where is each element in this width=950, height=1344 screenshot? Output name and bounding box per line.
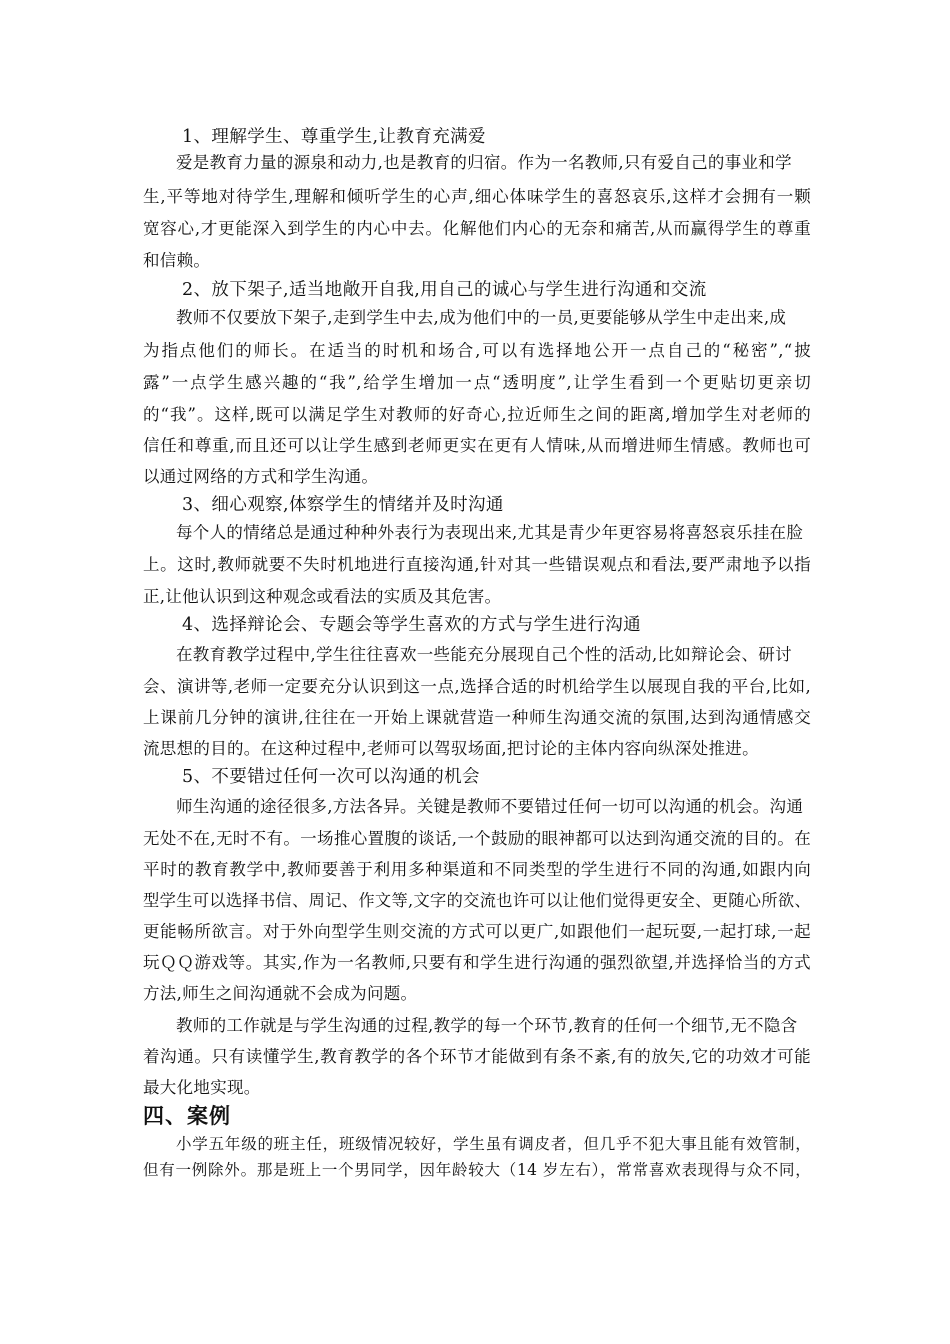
section-heading-5: 5、不要错过任何一次可以沟通的机会 — [182, 767, 480, 787]
paragraph-line: 着沟通。只有读懂学生,教育教学的各个环节才能做到有条不紊,有的放矢,它的功效才可能 — [143, 1047, 811, 1066]
case-paragraph-line: 但有一例除外。那是班上一个男同学，因年龄较大（14 岁左右），常常喜欢表现得与众不同， — [143, 1161, 811, 1179]
section-heading-2: 2、放下架子,适当地敞开自我,用自己的诚心与学生进行沟通和交流 — [182, 280, 707, 300]
section-heading-4: 4、选择辩论会、专题会等学生喜欢的方式与学生进行沟通 — [182, 615, 642, 635]
paragraph-line: 教师不仅要放下架子,走到学生中去,成为他们中的一员,更要能够从学生中走出来,成 — [176, 308, 787, 327]
paragraph-line: 生,平等地对待学生,理解和倾听学生的心声,细心体味学生的喜怒哀乐,这样才会拥有一颗 — [143, 187, 811, 206]
paragraph-line: 正,让他认识到这种观念或看法的实质及其危害。 — [143, 587, 502, 606]
paragraph-line: 信任和尊重,而且还可以让学生感到老师更实在更有人情味,从而增进师生情感。教师也可 — [143, 436, 811, 455]
paragraph-line: 露”一点学生感兴趣的“我”,给学生增加一点“透明度”,让学生看到一个更贴切更亲切 — [143, 373, 811, 392]
paragraph-line: 平时的教育教学中,教师要善于利用多种渠道和不同类型的学生进行不同的沟通,如跟内向 — [143, 860, 811, 879]
paragraph-line: 方法,师生之间沟通就不会成为问题。 — [143, 984, 418, 1003]
paragraph-line: 以通过网络的方式和学生沟通。 — [143, 467, 379, 486]
paragraph-line: 每个人的情绪总是通过种种外表行为表现出来,尤其是青少年更容易将喜怒哀乐挂在脸 — [176, 523, 804, 542]
paragraph-line: 无处不在,无时不有。一场推心置腹的谈话,一个鼓励的眼神都可以达到沟通交流的目的。在 — [143, 829, 811, 848]
paragraph-line: 更能畅所欲言。对于外向型学生则交流的方式可以更广,如跟他们一起玩耍,一起打球,一起 — [143, 922, 811, 941]
paragraph-line: 型学生可以选择书信、周记、作文等,文字的交流也许可以让他们觉得更安全、更随心所欲、 — [143, 891, 811, 910]
paragraph-line: 和信赖。 — [143, 251, 211, 270]
paragraph-line: 在教育教学过程中,学生往往喜欢一些能充分展现自己个性的活动,比如辩论会、研讨 — [176, 645, 792, 664]
section-heading-3: 3、细心观察,体察学生的情绪并及时沟通 — [182, 495, 504, 515]
paragraph-line: 宽容心,才更能深入到学生的内心中去。化解他们内心的无奈和痛苦,从而赢得学生的尊重 — [143, 219, 811, 238]
case-section-title: 四、案例 — [143, 1104, 231, 1128]
paragraph-line: 教师的工作就是与学生沟通的过程,教学的每一个环节,教育的任何一个细节,无不隐含 — [176, 1016, 798, 1035]
case-paragraph-line: 小学五年级的班主任，班级情况较好，学生虽有调皮者，但几乎不犯大事且能有效管制， — [176, 1135, 811, 1153]
paragraph-line: 流思想的目的。在这种过程中,老师可以驾驭场面,把讨论的主体内容向纵深处推进。 — [143, 739, 759, 758]
paragraph-line: 师生沟通的途径很多,方法各异。关键是教师不要错过任何一切可以沟通的机会。沟通 — [176, 797, 804, 816]
paragraph-line: 为指点他们的师长。在适当的时机和场合,可以有选择地公开一点自己的“秘密”,“披 — [143, 341, 811, 360]
paragraph-line: 的“我”。这样,既可以满足学生对教师的好奇心,拉近师生之间的距离,增加学生对老师的 — [143, 405, 811, 424]
paragraph-line: 玩ＱＱ游戏等。其实,作为一名教师,只要有和学生进行沟通的强烈欲望,并选择恰当的方式 — [143, 953, 811, 972]
paragraph-line: 上。这时,教师就要不失时机地进行直接沟通,针对其一些错误观点和看法,要严肃地予以指 — [143, 555, 811, 574]
paragraph-line: 最大化地实现。 — [143, 1078, 261, 1097]
section-heading-1: 1、理解学生、尊重学生,让教育充满爱 — [182, 127, 486, 147]
paragraph-line: 上课前几分钟的演讲,往往在一开始上课就营造一种师生沟通交流的氛围,达到沟通情感交 — [143, 708, 811, 727]
paragraph-line: 会、演讲等,老师一定要充分认识到这一点,选择合适的时机给学生以展现自我的平台,比如, — [143, 677, 811, 696]
paragraph-line: 爱是教育力量的源泉和动力,也是教育的归宿。作为一名教师,只有爱自己的事业和学 — [176, 153, 792, 172]
